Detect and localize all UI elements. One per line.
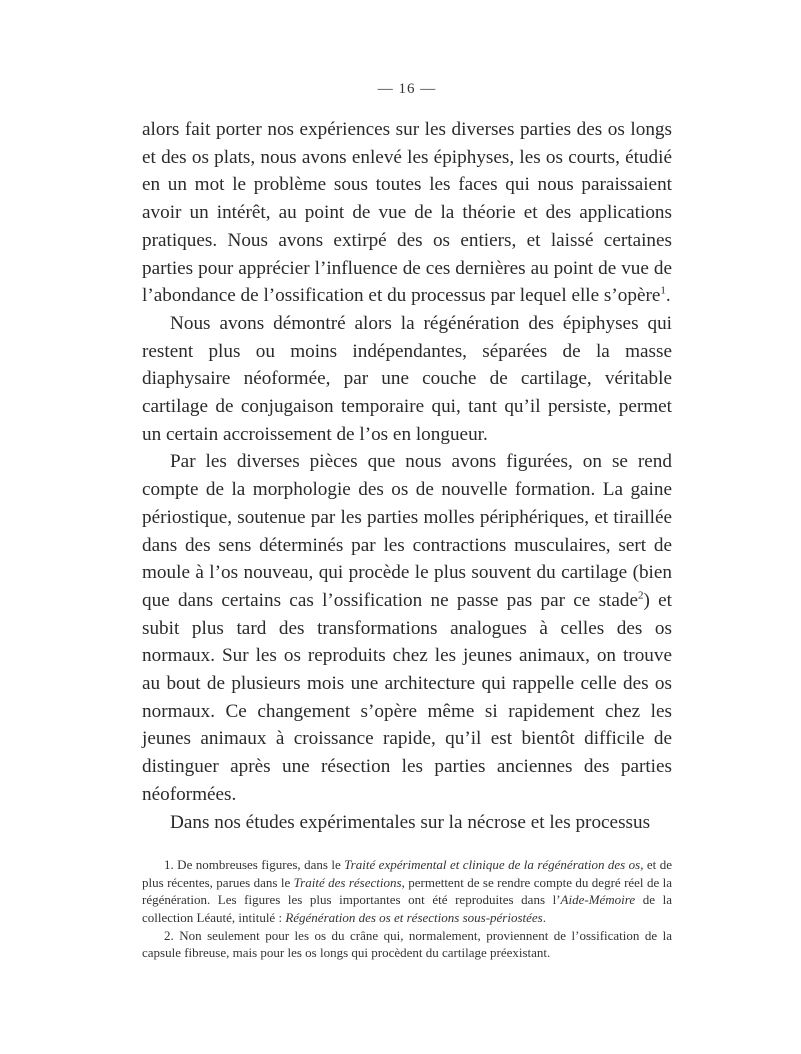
paragraph-1	[142, 116, 672, 310]
paragraph-1-text-a: alors fait porter nos expériences sur les diverses parties des os longs et des os plats, nous avons enlevé les épiphyses, les os courts, étudié en un mot le problème sous toutes les faces qui nous paraissaient avoir un intérêt, au point de vue de la théorie et des applications pratiques. Nous avons extirpé des os entiers, et laissé certaines parties pour apprécier l’influence de ces dernières au point de vue de l’abondance de l’ossification et du processus par lequel elle s’opère	[142, 119, 672, 307]
footnote-ref-1: 1	[660, 284, 666, 297]
page-number: — 16 —	[377, 81, 437, 97]
footnote-1-title-aide-memoire: Aide-Mémoire	[560, 892, 636, 908]
footnote-1-text: de la collection Léauté, intitulé :	[142, 892, 672, 926]
footnote-1-title-sous-periostees: Régénération des os et résections sous-périostées	[285, 910, 543, 926]
paragraph-4: Dans nos études expérimentales sur la nécrose et les processus	[170, 811, 651, 833]
footnote-1-text: , et de plus récentes, parues dans le	[142, 857, 672, 890]
footnote-1-text: , permettent de se rendre compte du degré réel de la régénération. Les figures les plus importantes ont été reproduites dans l’	[142, 874, 673, 908]
main-text	[142, 116, 672, 836]
footnote-1-number: 1.	[164, 857, 174, 873]
footnote-1-text: De nombreuses figures, dans le	[173, 857, 345, 873]
footnote-1-title-resections: Traité des résections	[293, 874, 402, 890]
footnote-1-title-regeneration: Traité expérimental et clinique de la régénération des os	[344, 857, 641, 873]
footnotes	[142, 856, 672, 962]
paragraph-3-text-b: ) et subit plus tard des transformations analogues à celles des os normaux. Sur les os reproduits chez les jeunes animaux, on trouve au bout de plusieurs mois une architecture qui rappelle celle des os normaux. Ce changement s’opère même si rapidement chez les jeunes animaux à croissance rapide, qu’il est bientôt difficile de distinguer après une résection les parties anciennes des parties néoformées.	[142, 589, 672, 805]
paragraph-3-text-a: Par les diverses pièces que nous avons figurées, on se rend compte de la morphologie des os de nouvelle formation. La gaine périostique, soutenue par les parties molles périphériques, et tiraillée dans des sens déterminés par les contractions musculaires, sert de moule à l’os nouveau, qui procède le plus souvent du cartilage (bien que dans certains cas l’ossification ne passe pas par ce stade	[142, 451, 672, 611]
footnote-ref-2: 2	[638, 589, 644, 602]
paragraph-1-text-b: .	[665, 285, 671, 307]
paragraph-3	[142, 448, 672, 808]
footnote-2-text: Non seulement pour les os du crâne qui, normalement, proviennent de l’ossification de la capsule fibreuse, mais pour les os longs qui procèdent du cartilage préexistant.	[142, 927, 672, 961]
footnote-1	[142, 856, 672, 926]
paragraph-2: Nous avons démontré alors la régénération des épiphyses qui restent plus ou moins indépendantes, séparées de la masse diaphysaire néoformée, par une couche de cartilage, véritable cartilage de conjugaison temporaire qui, tant qu’il persiste, permet un certain accroissement de l’os en longueur.	[142, 312, 672, 445]
book-page	[142, 78, 672, 962]
footnote-1-text: .	[542, 910, 546, 926]
footnote-2-number: 2.	[164, 927, 174, 943]
footnote-2	[142, 927, 672, 962]
